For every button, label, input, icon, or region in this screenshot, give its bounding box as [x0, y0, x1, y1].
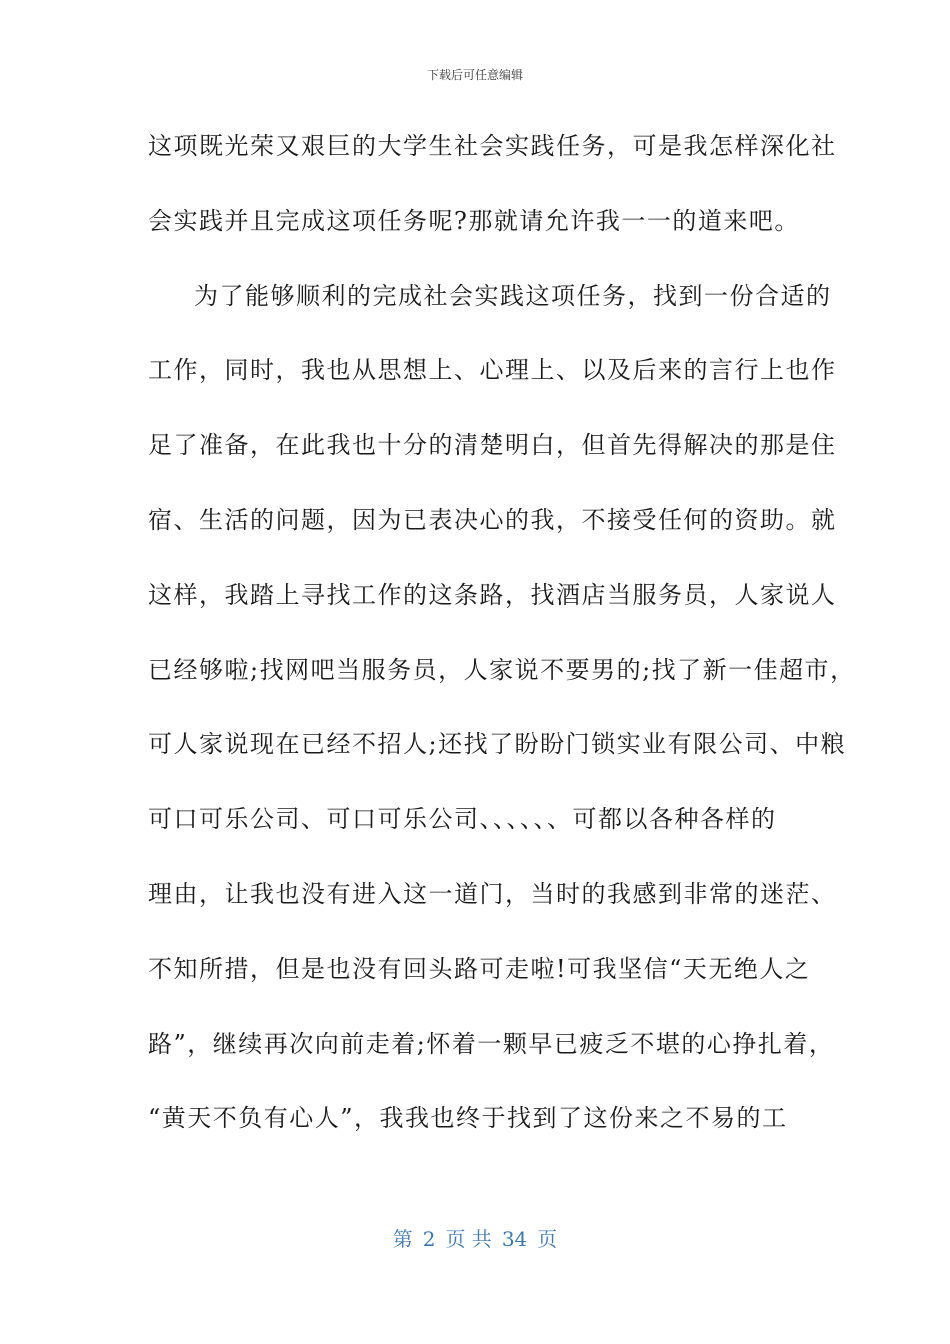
text-line: “黄天不负有心人”，我我也终于找到了这份来之不易的工	[148, 1104, 788, 1133]
text-line: 工作，同时，我也从思想上、心理上、以及后来的言行上也作	[148, 356, 837, 385]
text-line: 可人家说现在已经不招人;还找了盼盼门锁实业有限公司、中粮	[148, 730, 847, 759]
page-footer	[0, 1226, 950, 1252]
body-text	[148, 124, 856, 1171]
page-number: 2	[422, 1227, 436, 1251]
total-pages: 34	[501, 1227, 528, 1251]
text-line: 足了准备，在此我也十分的清楚明白，但首先得解决的那是住	[148, 431, 837, 460]
text-line: 这样，我踏上寻找工作的这条路，找酒店当服务员，人家说人	[148, 580, 837, 609]
text-line: 路”，继续再次向前走着;怀着一颗早已疲乏不堪的心挣扎着，	[148, 1029, 835, 1058]
text-line: 已经够啦;找网吧当服务员，人家说不要男的;找了新一佳超市，	[148, 655, 856, 684]
text-line: 可口可乐公司、可口可乐公司、、、、、、可都以各种各样的	[148, 805, 777, 834]
text-line: 不知所措，但是也没有回头路可走啦!可我坚信“天无绝人之	[148, 954, 811, 983]
text-line: 理由，让我也没有进入这一道门，当时的我感到非常的迷茫、	[148, 879, 837, 908]
text-line: 会实践并且完成这项任务呢?那就请允许我一一的道来吧。	[148, 206, 800, 235]
footer-prefix: 第	[392, 1227, 413, 1251]
page-header: 下载后可任意编辑	[426, 68, 523, 82]
footer-middle: 页 共	[445, 1227, 492, 1251]
text-line: 这项既光荣又艰巨的大学生社会实践任务，可是我怎样深化社	[148, 132, 837, 160]
footer-suffix: 页	[537, 1227, 558, 1251]
text-line: 宿、生活的问题，因为已表决心的我，不接受任何的资助。就	[148, 505, 837, 534]
paragraph-start-line: 为了能够顺利的完成社会实践这项任务，找到一份合适的	[194, 281, 832, 310]
